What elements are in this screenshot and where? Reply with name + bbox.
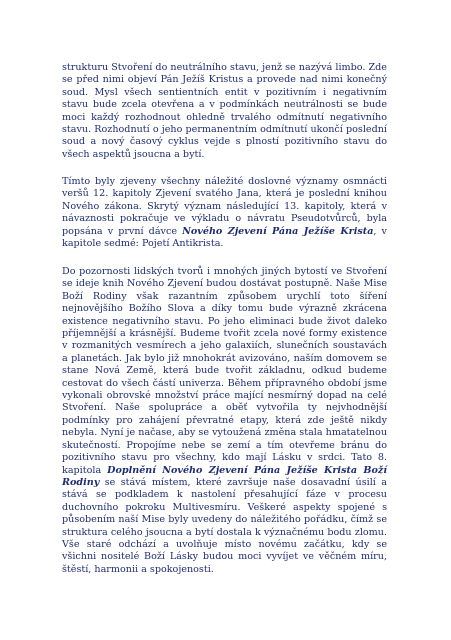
- paragraph-text: Tímto byly zjeveny všechny náležité doslovné významy osmnácti veršů 12. kapitoly Zjevení svatého Jana, která je poslední knihou Nového zákona. Skrytý význam následující 13. kapitoly, která v návaznosti pokračuje ve výkladu o návratu Pseudotvůrců, byla popsána v první dávce: [62, 176, 387, 237]
- paragraph-text: Do pozornosti lidských tvorů i mnohých jiných bytostí ve Stvoření se ideje knih Nového Zjevení budou dostávat postupně. Naše Mise Boží Rodiny však razantním způsobem urychlí toto šíření nejnovějšího Božího Slova a díky tomu bude výrazně zkrácena existence negativního stavu. Po jeho eliminaci bude život daleko příjemnější a krásnější. Budeme tvořit zcela nové formy existence v rozmanitých vesmírech a jeho galaxiích, slunečních soustavách a planetách. Jak bylo již mnohokrát avizováno, naším domovem se stane Nová Země, která bude tvořit základnu, odkud budeme cestovat do všech částí univerza. Během přípravného období jsme vykonali obrovské množství práce mající nesmírný dopad na celé Stvoření. Naše spolupráce a oběť vytvořila ty nejvhodnější podmínky pro zahájení převratné etapy, která zde ještě nikdy nebyla. Nyní je načase, aby se vytoužená změna stala hmatatelnou skutečností. Propojíme nebe se zemí a tím otevřeme bránu do pozitivního stavu pro všechny, kdo mají Lásku v srdci. Tato 8. kapitola: [62, 266, 387, 476]
- paragraph-text: se stává místem, které završuje naše dosavadní úsilí a stává se podkladem k nastolení přesahující fáze v procesu duchovního pokroku Multivesmíru. Veškeré aspekty spojené s působením naší Mise byly uvedeny do náležitého pořádku, čímž se struktura celého jsoucna a bytí dostala k význačnému bodu zlomu. Vše staré odchází a uvolňuje místo novému začátku, kdy se všichni nositelé Boží Lásky budou moci vyvíjet ve věčném míru, štěstí, harmonii a spokojenosti.: [62, 476, 387, 575]
- paragraph-revelation-chapters: [62, 176, 387, 250]
- paragraph-text: , v kapitole sedmé: Pojetí Antikrista.: [62, 225, 387, 250]
- paragraph-text: strukturu Stvoření do neutrálního stavu, jenž se nazývá limbo. Zde se před nimi objeví Pán Ježíš Kristus a provede nad nimi konečný soud. Mysl všech sentientních entit v pozitivním i negativním stavu bude zcela otevřena a v podmínkách neutrálnosti se bude moci každý rozhodnout ohledně trvalého odmítnutí negativního stavu. Rozhodnutí o jeho permanentním odmítnutí ukončí poslední soud a nový časový cyklus vejde s plností pozitivního stavu do všech aspektů jsoucna a bytí.: [62, 62, 387, 160]
- paragraph-mission: [62, 266, 387, 576]
- paragraph-limbo-judgment: [62, 62, 387, 161]
- book-title-emphasis: Nového Zjevení Pána Ježíše Krista: [182, 225, 374, 237]
- chapter-title-emphasis: Doplnění Nového Zjevení Pána Ježíše Krista Boží Rodiny: [62, 464, 387, 488]
